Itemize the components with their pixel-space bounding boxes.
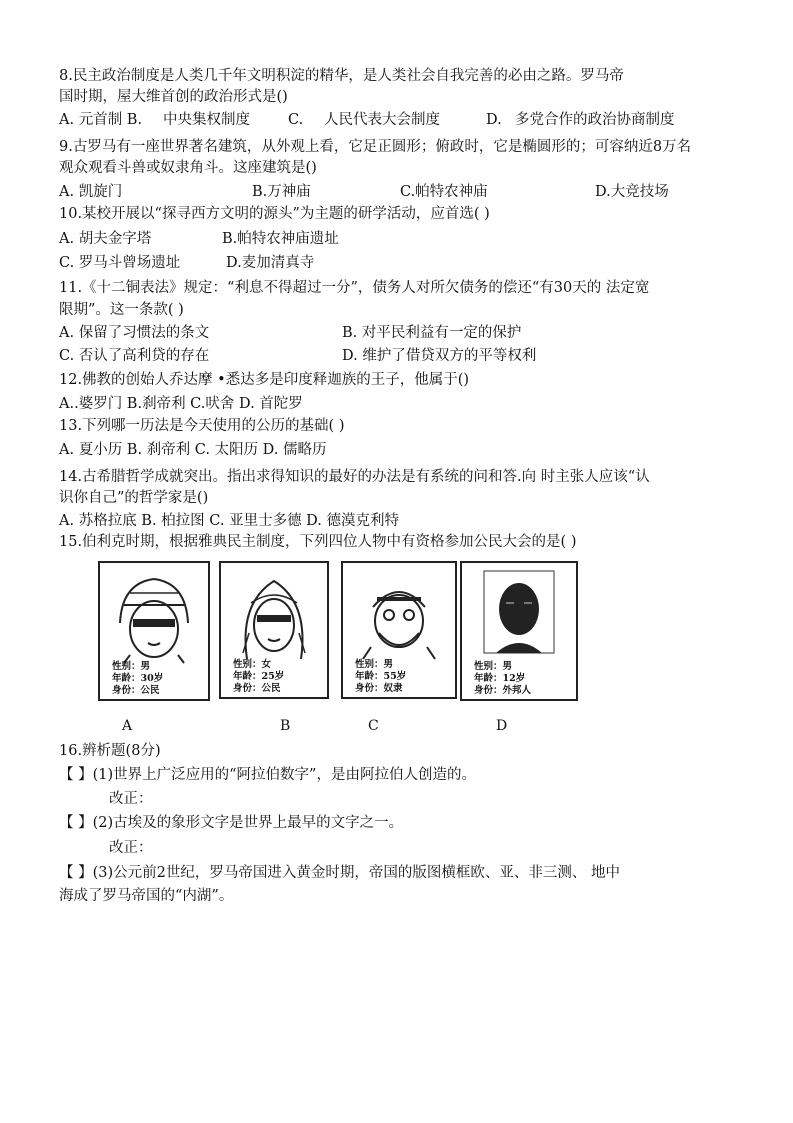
q13-options: A. 夏小历 B. 刹帝利 C. 太阳历 D. 儒略历 — [59, 442, 327, 458]
q12-options: A..婆罗门 B.刹帝利 C.吠舍 D. 首陀罗 — [59, 396, 303, 412]
q16-statement-2: 【 】(2)古埃及的象形文字是世界上最早的文字之一。 — [59, 815, 404, 831]
q14-options: A. 苏格拉底 B. 柏拉图 C. 亚里士多德 D. 德漠克利特 — [59, 513, 400, 529]
q16-statement-1: 【 】(1)世界上广泛应用的“阿拉伯数字”，是由阿拉伯人创造的。 — [59, 767, 476, 783]
q8-option-c-label: C. — [288, 112, 304, 128]
portrait-card-d — [460, 561, 578, 701]
q16-title: 16.辨析题(8分) — [59, 743, 161, 759]
q10-option-b: B.帕特农神庙遗址 — [222, 231, 339, 247]
q9-option-a: A. 凯旋门 — [59, 184, 123, 200]
q14-stem-line2: 识你自己”的哲学家是() — [59, 490, 209, 506]
card-label-d: D — [496, 718, 508, 734]
q8-option-b-text: 中央集权制度 — [163, 112, 250, 128]
q8-option-d-text: 多党合作的政治协商制度 — [515, 112, 675, 128]
portrait-card-a — [98, 561, 210, 701]
q16-statement-3-line2: 海成了罗马帝国的“内湖”。 — [59, 888, 234, 904]
card-label-c: C — [368, 718, 379, 734]
card-label-a: A — [122, 718, 133, 734]
q11-option-d: D. 维护了借贷双方的平等权利 — [342, 348, 537, 364]
q11-option-b: B. 对平民利益有一定的保护 — [342, 325, 522, 341]
q10-option-d: D.麦加清真寺 — [226, 255, 315, 271]
card-b-identity: 身份：公民 — [233, 683, 281, 694]
q15-stem: 15.伯利克时期，根据雅典民主制度，下列四位人物中有资格参加公民大会的是( ) — [59, 534, 577, 550]
q14-stem-line1: 14.古希腊哲学成就突出。指出求得知识的最好的办法是有系统的问和答.向 时主张人应该“认 — [59, 469, 650, 485]
card-a-gender: 性别：男 — [112, 661, 151, 672]
card-d-gender: 性别：男 — [474, 661, 513, 672]
q9-stem-line2: 观众观看斗兽或奴隶角斗。这座建筑是() — [59, 160, 317, 176]
card-c-age: 年龄：55岁 — [355, 671, 407, 682]
q10-option-a: A. 胡夫金字塔 — [59, 231, 152, 247]
q9-option-b: B.万神庙 — [252, 184, 311, 200]
card-label-b: B — [280, 718, 291, 734]
q12-stem: 12.佛教的创始人乔达摩 •悉达多是印度释迦族的王子，他属于() — [59, 372, 470, 388]
card-d-age: 年龄：12岁 — [474, 673, 526, 684]
q11-stem-line2: 限期”。这一条款( ) — [59, 302, 184, 318]
q13-stem: 13.下列哪一历法是今天使用的公历的基础( ) — [59, 418, 345, 434]
card-b-age: 年龄：25岁 — [233, 671, 285, 682]
q16-correction-1: 改正： — [109, 791, 153, 807]
card-a-age: 年龄：30岁 — [112, 673, 164, 684]
q11-option-a: A. 保留了习惯法的条文 — [59, 325, 210, 341]
q10-option-c: C. 罗马斗曾场遗址 — [59, 255, 181, 271]
q8-stem-line1: 8.民主政治制度是人类几千年文明积淀的精华，是人类社会自我完善的必由之路。罗马帝 — [59, 68, 624, 84]
q8-option-c-text: 人民代表大会制度 — [324, 112, 440, 128]
q16-correction-2: 改正： — [109, 840, 153, 856]
card-c-gender: 性别：男 — [355, 659, 394, 670]
q16-statement-3-line1: 【 】(3)公元前2世纪，罗马帝国进入黄金时期，帝国的版图横框欧、亚、非三测、 地中 — [59, 865, 620, 881]
card-b-gender: 性别：女 — [233, 659, 272, 670]
q9-stem-line1: 9.古罗马有一座世界著名建筑，从外观上看，它足正圆形；俯政时，它是椭圆形的；可容纳近8万名 — [59, 139, 692, 155]
card-d-identity: 身份：外邦人 — [474, 685, 532, 696]
q9-option-d: D.大竞技场 — [595, 184, 669, 200]
q10-stem: 10.某校开展以“探寻西方文明的源头”为主题的研学活动，应首选( ) — [59, 206, 490, 222]
card-c-identity: 身份：奴隶 — [355, 683, 403, 694]
portrait-card-b — [219, 561, 329, 699]
q8-option-d-label: D. — [486, 112, 502, 128]
q9-option-c: C.帕特农神庙 — [400, 184, 488, 200]
portrait-card-c — [341, 561, 457, 699]
card-a-identity: 身份：公民 — [112, 685, 160, 696]
q8-stem-line2: 国时期，屋大维首创的政治形式是() — [59, 89, 288, 105]
q8-option-a-b: A. 元首制 B. — [59, 112, 143, 128]
q11-stem-line1: 11.《十二铜表法》规定：“利息不得超过一分”，债务人对所欠债务的偿还“有30天的 法定宽 — [59, 280, 650, 296]
q11-option-c: C. 否认了高利贷的存在 — [59, 348, 210, 364]
